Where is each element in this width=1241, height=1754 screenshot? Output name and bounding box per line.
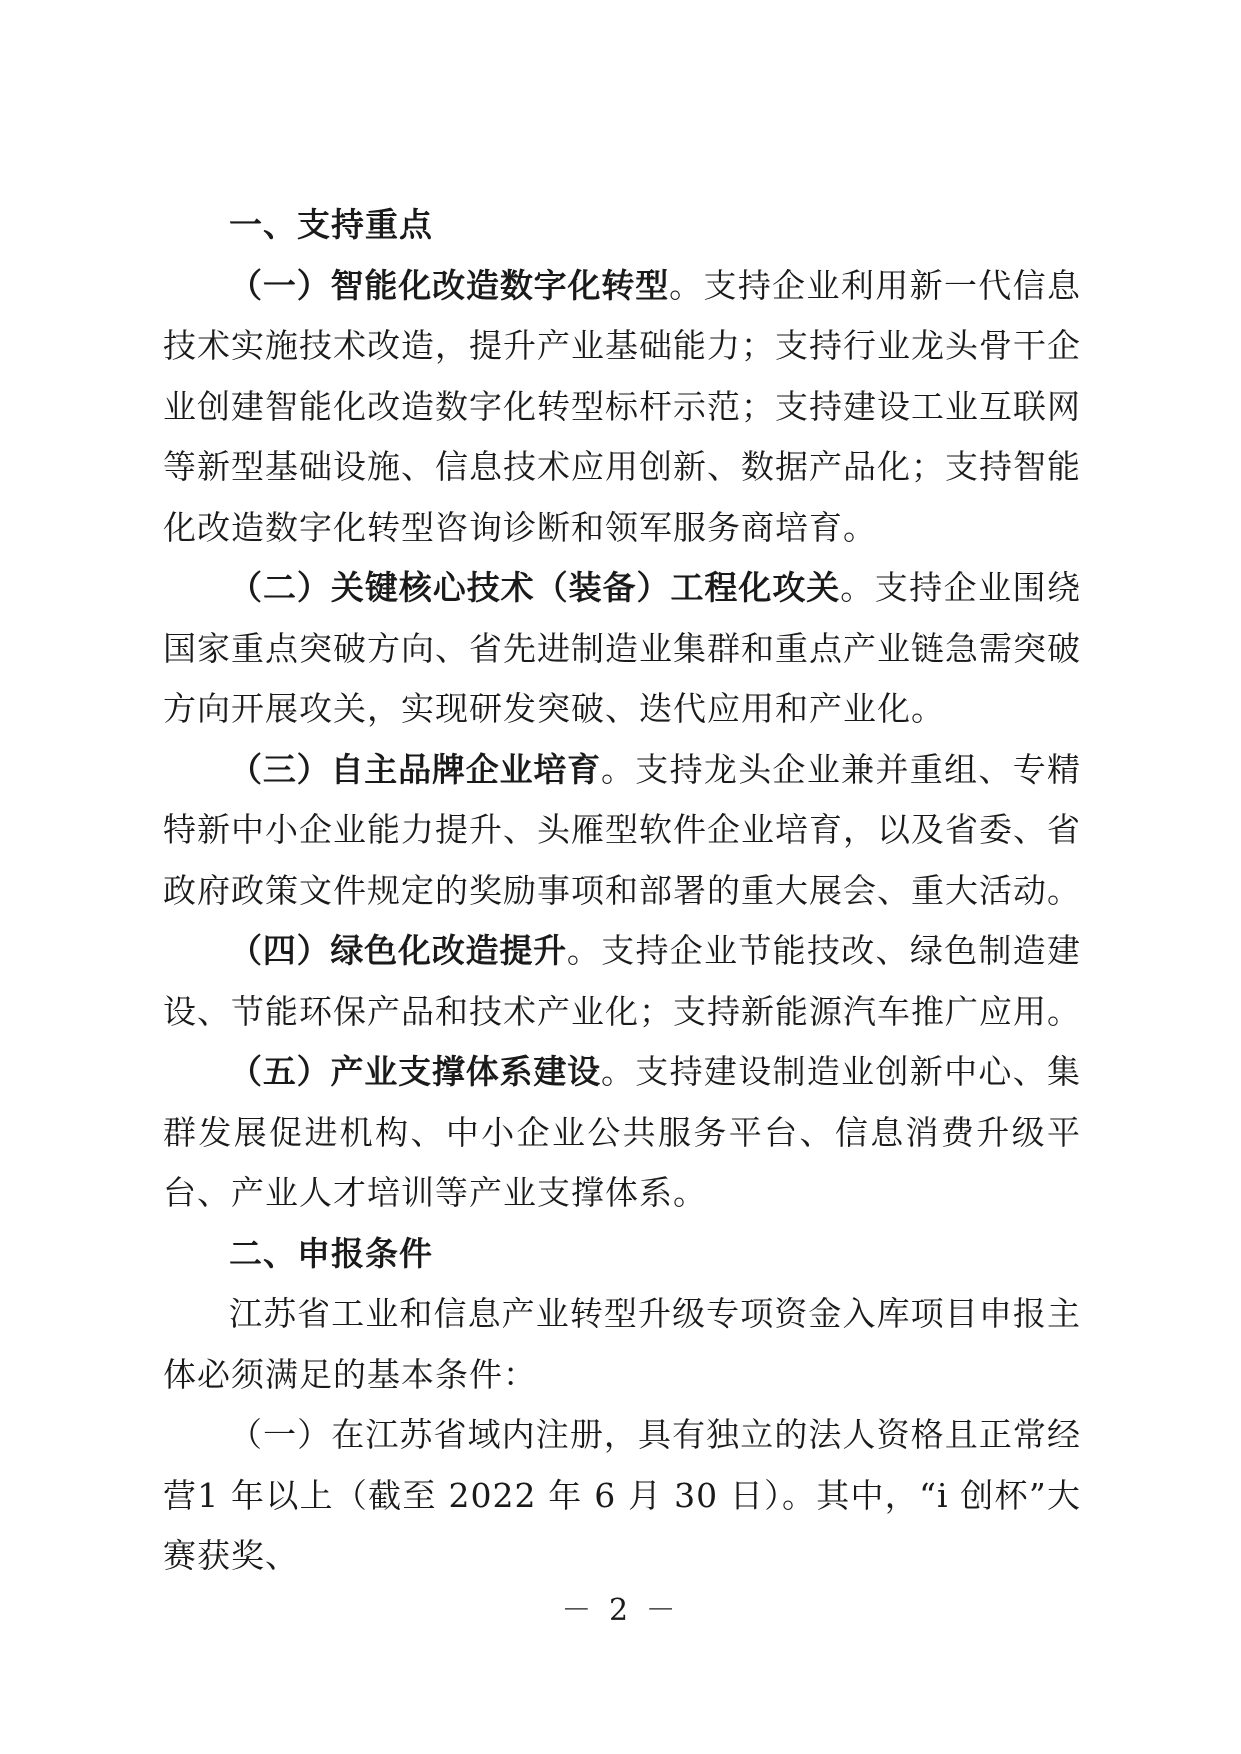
paragraph-requirement-1 [163, 1405, 1081, 1587]
item-body: 。支持企业围绕国家重点突破方向、省先进制造业集群和重点产业链急需突破方向开展攻关，实现研发突破、迭代应用和产业化。 [163, 568, 1082, 728]
item-body: 。支持建设制造业创新中心、集群发展促进机构、中小企业公共服务平台、信息消费升级平台、产业人才培训等产业支撑体系。 [163, 1052, 1081, 1212]
section-title-support-focus: 一、支持重点 [229, 205, 433, 244]
section-title-requirements: 二、申报条件 [229, 1233, 433, 1273]
paragraph-item-5 [163, 1042, 1081, 1224]
item-heading: （五）产业支撑体系建设 [229, 1052, 601, 1091]
item-heading: （三）自主品牌企业培育 [229, 749, 601, 789]
paragraph-item-3 [163, 740, 1081, 922]
paragraph-requirements-intro: 江苏省工业和信息产业转型升级专项资金入库项目申报主体必须满足的基本条件： [163, 1294, 1081, 1394]
item-body: 。支持企业利用新一代信息技术实施技术改造，提升产业基础能力；支持行业龙头骨干企业创建智能化改造数字化转型标杆示范；支持建设工业互联网等新型基础设施、信息技术应用创新、数据产品化；支持智能化改造数字化转型咨询诊断和领军服务商培育。 [163, 265, 1082, 547]
item-body: （一）在江苏省域内注册，具有独立的法人资格且正常经营1 年以上（截至 2022 年 6 月 30 日）。其中，“i 创杯”大赛获奖、 [163, 1415, 1081, 1575]
item-body: 。支持龙头企业兼并重组、专精特新中小企业能力提升、头雁型软件企业培育，以及省委、省政府政策文件规定的奖励事项和部署的重大展会、重大活动。 [163, 749, 1081, 910]
page-number: － 2 － [561, 1593, 680, 1628]
document-body [163, 195, 1081, 1587]
paragraph-item-4 [163, 921, 1081, 1042]
item-heading: （二）关键核心技术（装备）工程化攻关 [229, 568, 841, 607]
item-body: 。支持企业节能技改、绿色制造建设、节能环保产品和技术产业化；支持新能源汽车推广应用。 [163, 931, 1082, 1031]
paragraph-item-2 [163, 558, 1081, 740]
paragraph-item-1 [163, 256, 1081, 559]
item-heading: （一）智能化改造数字化转型 [229, 265, 670, 305]
item-heading: （四）绿色化改造提升 [229, 931, 567, 970]
